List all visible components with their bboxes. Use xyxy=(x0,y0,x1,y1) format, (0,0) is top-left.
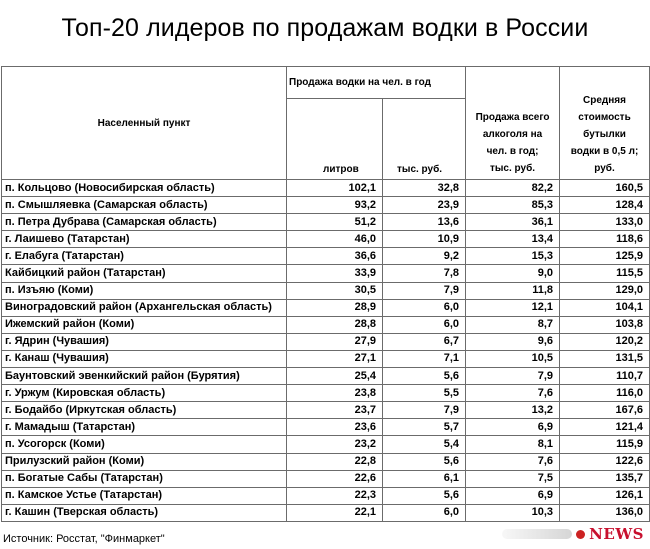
cell-liters: 33,9 xyxy=(287,265,383,282)
cell-rub: 6,0 xyxy=(383,299,466,316)
table-row xyxy=(2,231,650,248)
cell-total-alcohol: 10,5 xyxy=(466,350,560,367)
cell-avg-price: 103,8 xyxy=(560,316,650,333)
cell-liters: 102,1 xyxy=(287,180,383,197)
cell-liters: 27,9 xyxy=(287,333,383,350)
cell-place-name: Прилузский район (Коми) xyxy=(2,453,287,470)
header-price-line: бутылки xyxy=(583,129,626,140)
cell-avg-price: 160,5 xyxy=(560,180,650,197)
cell-liters: 36,6 xyxy=(287,248,383,265)
cell-avg-price: 135,7 xyxy=(560,470,650,487)
cell-total-alcohol: 7,6 xyxy=(466,385,560,402)
cell-liters: 93,2 xyxy=(287,197,383,214)
table-body xyxy=(2,180,650,522)
table-row xyxy=(2,214,650,231)
table-row xyxy=(2,299,650,316)
cell-rub: 6,0 xyxy=(383,504,466,521)
cell-liters: 22,6 xyxy=(287,470,383,487)
cell-liters: 25,4 xyxy=(287,368,383,385)
cell-avg-price: 128,4 xyxy=(560,197,650,214)
cell-total-alcohol: 85,3 xyxy=(466,197,560,214)
cell-rub: 6,7 xyxy=(383,333,466,350)
cell-avg-price: 115,9 xyxy=(560,436,650,453)
cell-avg-price: 118,6 xyxy=(560,231,650,248)
cell-avg-price: 120,2 xyxy=(560,333,650,350)
cell-rub: 10,9 xyxy=(383,231,466,248)
cell-liters: 28,8 xyxy=(287,316,383,333)
cell-place-name: п. Смышляевка (Самарская область) xyxy=(2,197,287,214)
header-total-line: алкоголя на xyxy=(482,129,543,140)
header-price-line: Средняя xyxy=(583,95,626,106)
cell-place-name: п. Петра Дубрава (Самарская область) xyxy=(2,214,287,231)
watermark xyxy=(502,525,644,543)
sales-table xyxy=(1,66,650,522)
cell-total-alcohol: 9,0 xyxy=(466,265,560,282)
watermark-stripe-icon xyxy=(502,529,572,539)
cell-total-alcohol: 12,1 xyxy=(466,299,560,316)
cell-avg-price: 129,0 xyxy=(560,282,650,299)
cell-place-name: п. Усогорск (Коми) xyxy=(2,436,287,453)
cell-avg-price: 125,9 xyxy=(560,248,650,265)
table-row xyxy=(2,504,650,521)
cell-total-alcohol: 8,7 xyxy=(466,316,560,333)
cell-liters: 23,6 xyxy=(287,419,383,436)
header-price-line: водки в 0,5 л; xyxy=(570,146,639,157)
cell-place-name: г. Елабуга (Татарстан) xyxy=(2,248,287,265)
table-row xyxy=(2,385,650,402)
cell-rub: 5,4 xyxy=(383,436,466,453)
cell-avg-price: 126,1 xyxy=(560,487,650,504)
cell-rub: 5,6 xyxy=(383,487,466,504)
table-row xyxy=(2,350,650,367)
cell-place-name: г. Мамадыш (Татарстан) xyxy=(2,419,287,436)
cell-place-name: п. Кольцово (Новосибирская область) xyxy=(2,180,287,197)
cell-total-alcohol: 7,9 xyxy=(466,368,560,385)
cell-liters: 23,2 xyxy=(287,436,383,453)
cell-liters: 22,8 xyxy=(287,453,383,470)
cell-place-name: Кайбицкий район (Татарстан) xyxy=(2,265,287,282)
cell-total-alcohol: 7,6 xyxy=(466,453,560,470)
table-row xyxy=(2,453,650,470)
table-row xyxy=(2,487,650,504)
table-row xyxy=(2,419,650,436)
watermark-dot-icon xyxy=(576,530,585,539)
cell-total-alcohol: 36,1 xyxy=(466,214,560,231)
cell-total-alcohol: 8,1 xyxy=(466,436,560,453)
cell-liters: 46,0 xyxy=(287,231,383,248)
cell-place-name: Виноградовский район (Архангельская область) xyxy=(2,299,287,316)
cell-rub: 13,6 xyxy=(383,214,466,231)
header-place: Населенный пункт xyxy=(2,67,287,180)
table-row xyxy=(2,248,650,265)
cell-total-alcohol: 6,9 xyxy=(466,419,560,436)
cell-place-name: п. Камское Устье (Татарстан) xyxy=(2,487,287,504)
cell-total-alcohol: 13,4 xyxy=(466,231,560,248)
header-vodka-group: Продажа водки на чел. в год xyxy=(287,67,466,99)
header-rub: тыс. руб. xyxy=(383,99,466,180)
cell-rub: 5,6 xyxy=(383,453,466,470)
cell-avg-price: 110,7 xyxy=(560,368,650,385)
watermark-text: NEWS xyxy=(589,525,644,543)
cell-avg-price: 136,0 xyxy=(560,504,650,521)
table-row xyxy=(2,197,650,214)
page-title: Топ-20 лидеров по продажам водки в России xyxy=(61,14,589,42)
cell-place-name: г. Кашин (Тверская область) xyxy=(2,504,287,521)
table-row xyxy=(2,470,650,487)
table-row xyxy=(2,368,650,385)
cell-liters: 23,8 xyxy=(287,385,383,402)
cell-place-name: г. Канаш (Чувашия) xyxy=(2,350,287,367)
cell-liters: 22,1 xyxy=(287,504,383,521)
cell-place-name: п. Изъяю (Коми) xyxy=(2,282,287,299)
source-note: Источник: Росстат, "Финмаркет" xyxy=(3,533,165,545)
cell-avg-price: 115,5 xyxy=(560,265,650,282)
cell-total-alcohol: 6,9 xyxy=(466,487,560,504)
cell-place-name: Ижемский район (Коми) xyxy=(2,316,287,333)
cell-place-name: Баунтовский эвенкийский район (Бурятия) xyxy=(2,368,287,385)
cell-total-alcohol: 11,8 xyxy=(466,282,560,299)
cell-rub: 5,6 xyxy=(383,368,466,385)
table-row xyxy=(2,265,650,282)
cell-liters: 22,3 xyxy=(287,487,383,504)
header-total-line: тыс. руб. xyxy=(489,163,536,174)
cell-rub: 32,8 xyxy=(383,180,466,197)
cell-avg-price: 116,0 xyxy=(560,385,650,402)
table-row xyxy=(2,402,650,419)
cell-rub: 6,0 xyxy=(383,316,466,333)
cell-place-name: п. Богатые Сабы (Татарстан) xyxy=(2,470,287,487)
cell-avg-price: 122,6 xyxy=(560,453,650,470)
cell-total-alcohol: 15,3 xyxy=(466,248,560,265)
cell-rub: 5,5 xyxy=(383,385,466,402)
header-liters: литров xyxy=(287,99,383,180)
table-row xyxy=(2,333,650,350)
cell-avg-price: 121,4 xyxy=(560,419,650,436)
cell-total-alcohol: 10,3 xyxy=(466,504,560,521)
cell-rub: 7,1 xyxy=(383,350,466,367)
cell-rub: 6,1 xyxy=(383,470,466,487)
header-avg-price xyxy=(560,67,650,180)
cell-place-name: г. Бодайбо (Иркутская область) xyxy=(2,402,287,419)
header-total-line: Продажа всего xyxy=(475,112,550,123)
cell-liters: 28,9 xyxy=(287,299,383,316)
table-row xyxy=(2,436,650,453)
cell-avg-price: 131,5 xyxy=(560,350,650,367)
cell-rub: 7,8 xyxy=(383,265,466,282)
cell-liters: 51,2 xyxy=(287,214,383,231)
cell-total-alcohol: 13,2 xyxy=(466,402,560,419)
cell-place-name: г. Уржум (Кировская область) xyxy=(2,385,287,402)
cell-liters: 30,5 xyxy=(287,282,383,299)
table-row xyxy=(2,316,650,333)
cell-rub: 5,7 xyxy=(383,419,466,436)
cell-total-alcohol: 82,2 xyxy=(466,180,560,197)
cell-rub: 9,2 xyxy=(383,248,466,265)
cell-liters: 27,1 xyxy=(287,350,383,367)
header-price-line: стоимость xyxy=(578,112,631,123)
cell-total-alcohol: 9,6 xyxy=(466,333,560,350)
cell-total-alcohol: 7,5 xyxy=(466,470,560,487)
cell-place-name: г. Ядрин (Чувашия) xyxy=(2,333,287,350)
header-price-line: руб. xyxy=(594,163,615,174)
table-row xyxy=(2,180,650,197)
cell-rub: 7,9 xyxy=(383,402,466,419)
cell-place-name: г. Лаишево (Татарстан) xyxy=(2,231,287,248)
cell-rub: 7,9 xyxy=(383,282,466,299)
cell-avg-price: 104,1 xyxy=(560,299,650,316)
cell-liters: 23,7 xyxy=(287,402,383,419)
cell-rub: 23,9 xyxy=(383,197,466,214)
header-total-alcohol xyxy=(466,67,560,180)
cell-avg-price: 133,0 xyxy=(560,214,650,231)
table-row xyxy=(2,282,650,299)
header-total-line: чел. в год; xyxy=(486,146,539,157)
cell-avg-price: 167,6 xyxy=(560,402,650,419)
